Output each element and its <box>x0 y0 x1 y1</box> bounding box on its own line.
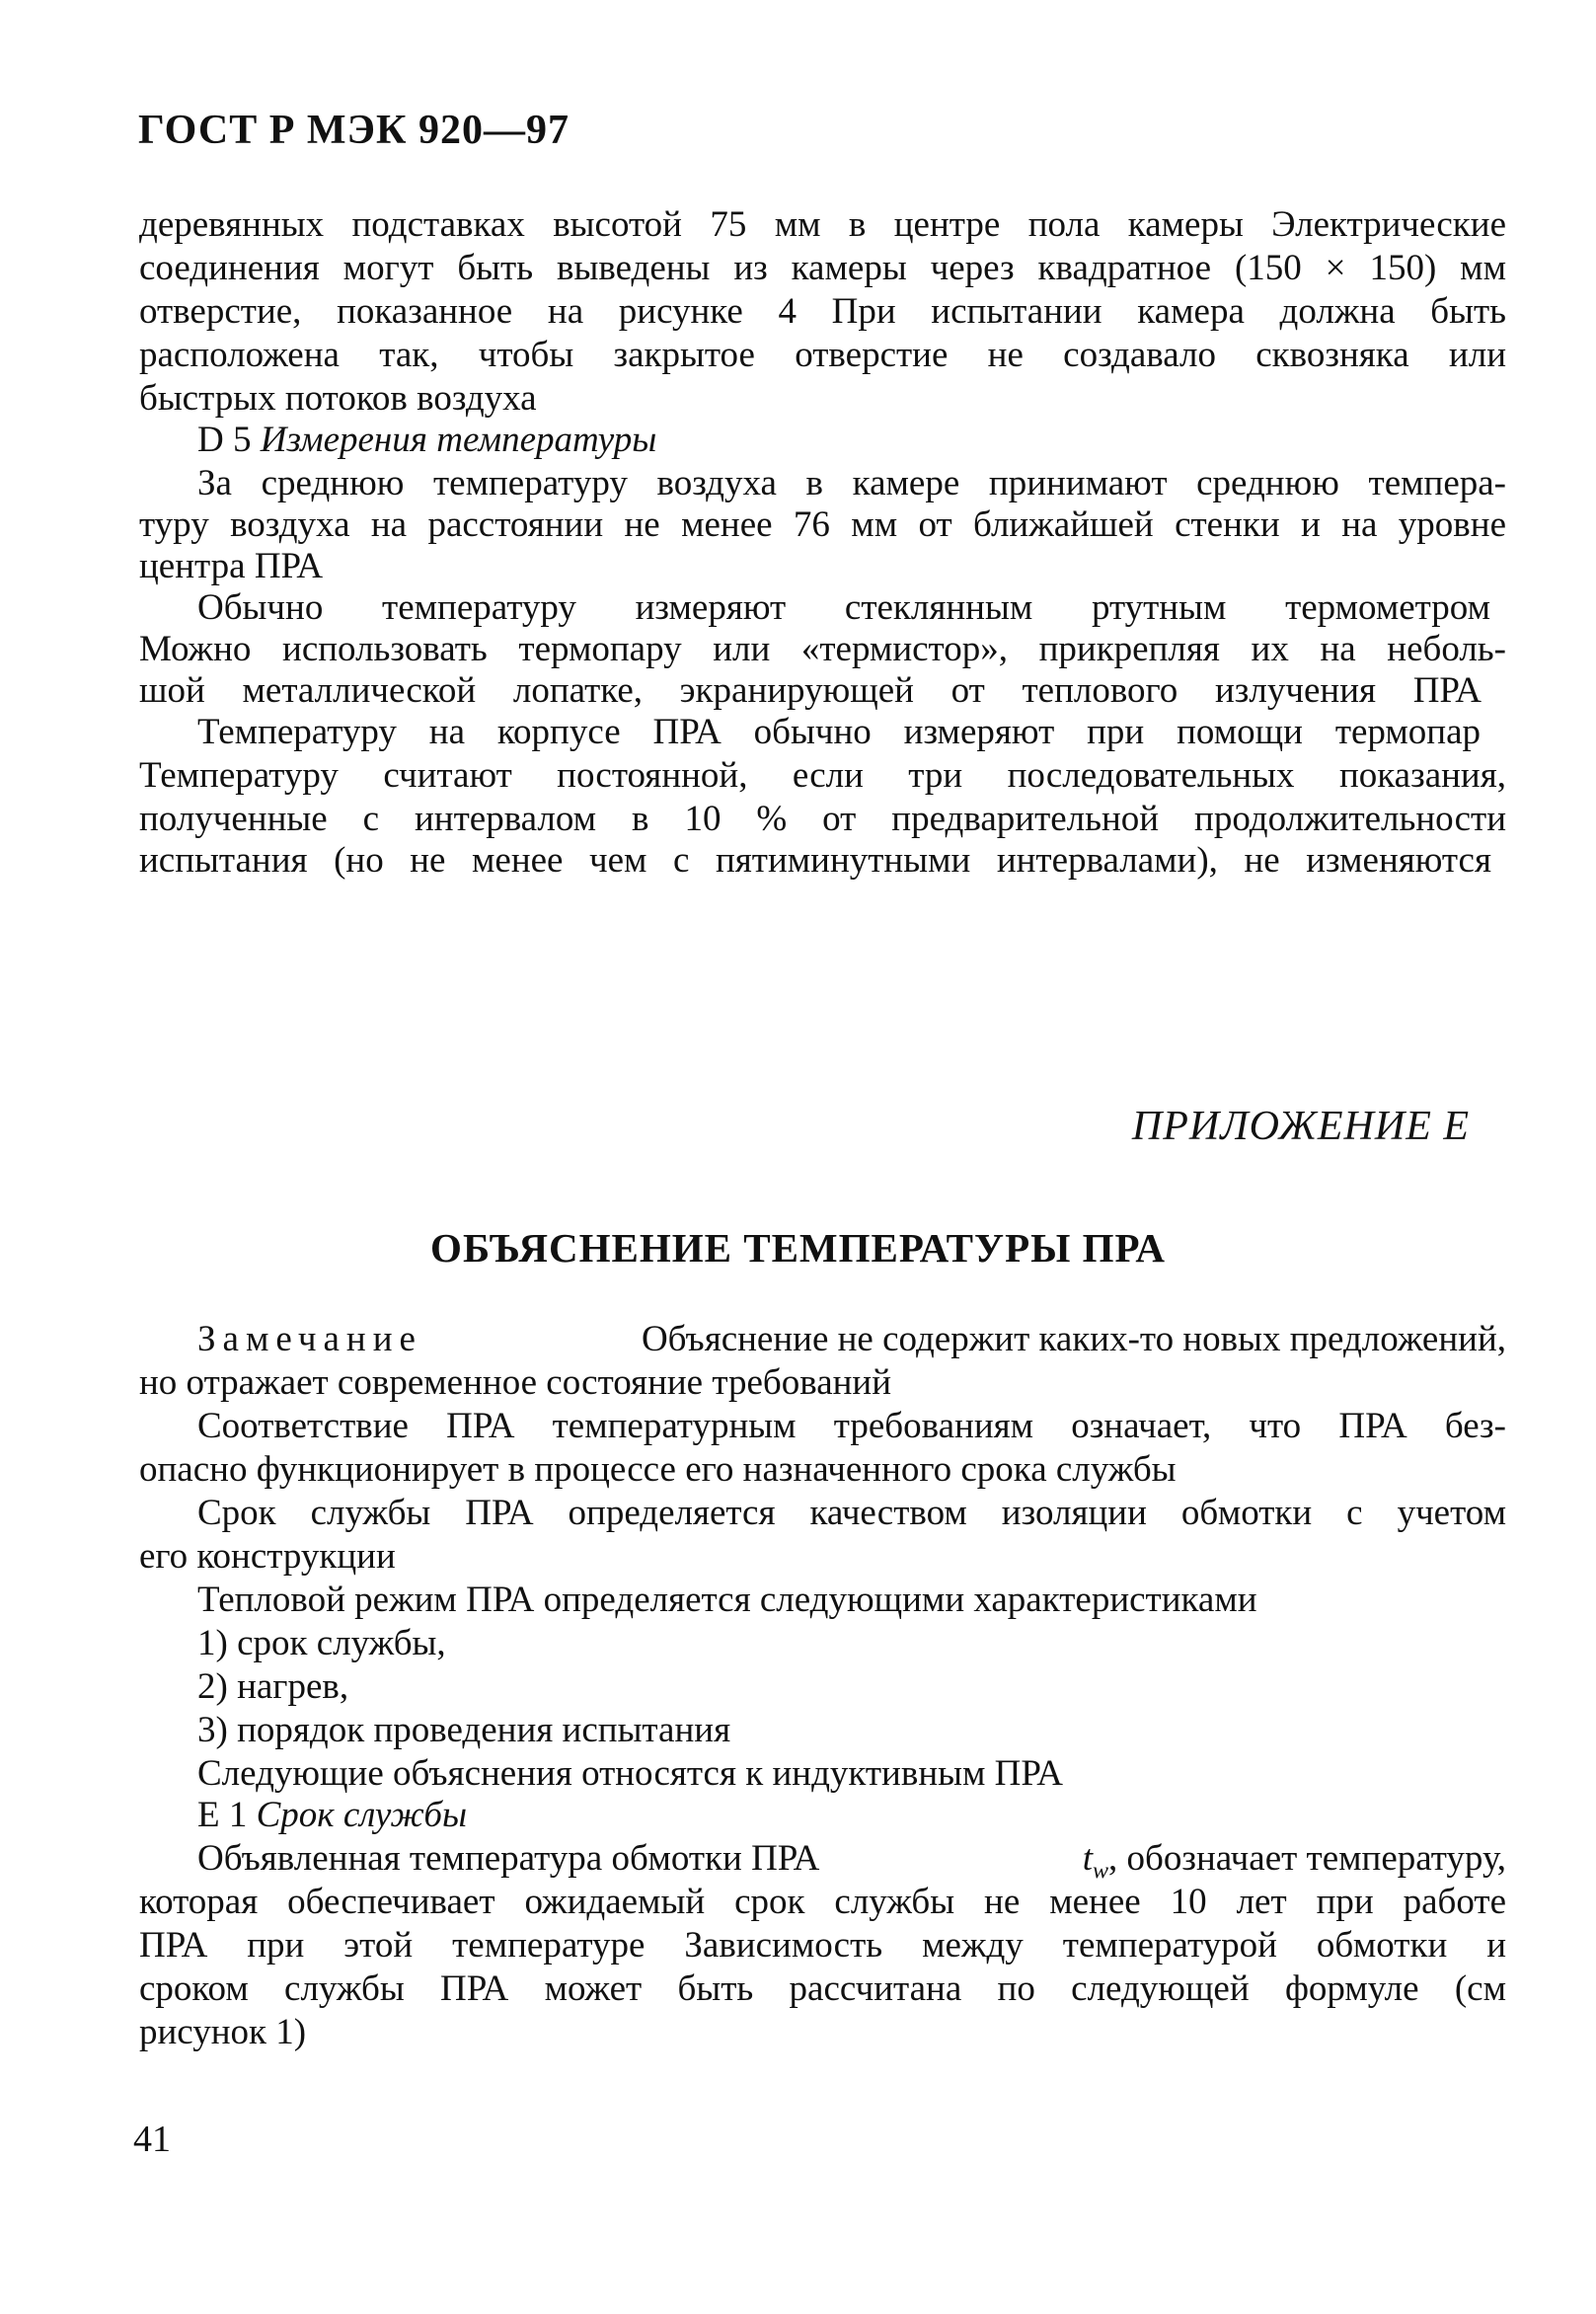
text-line: центра ПРА <box>139 546 324 586</box>
note-label: Замечание <box>197 1319 422 1359</box>
text-line: расположена так, чтобы закрытое отверстие не создавало сквозняка или <box>139 335 1506 375</box>
text-line: деревянных подставках высотой 75 мм в центре пола камеры Электрические <box>139 204 1506 245</box>
text-line: испытания (но не менее чем с пятиминутными интервалами), не изменяются <box>139 840 1491 881</box>
text-line: Срок службы ПРА определяется качеством изоляции обмотки с учетом <box>197 1493 1506 1533</box>
text-line: Тепловой режим ПРА определяется следующими характеристиками <box>197 1580 1257 1620</box>
text-line: Температуру считают постоянной, если три последовательных показания, <box>139 755 1506 796</box>
text-line: соединения могут быть выведены из камеры через квадратное (150 × 150) мм <box>139 248 1506 288</box>
document-header: ГОСТ Р МЭК 920—97 <box>138 108 570 153</box>
list-item: 1) срок службы, <box>197 1623 446 1663</box>
text-line: ПРА при этой температуре Зависимость между температурой обмотки и <box>139 1925 1506 1966</box>
text-line: но отражает современное состояние требований <box>139 1362 892 1403</box>
subsection-title: Срок службы <box>256 1795 468 1835</box>
text-line: шой металлической лопатке, экранирующей от теплового излучения ПРА <box>139 670 1482 711</box>
list-item: 3) порядок проведения испытания <box>197 1710 731 1750</box>
subsection-title: Измерения температуры <box>260 420 657 460</box>
note-line <box>197 1318 1506 1361</box>
text-line: быстрых потоков воздуха <box>139 378 537 419</box>
note-text: Объяснение не содержит каких-то новых предложений, <box>641 1319 1506 1359</box>
text-line: рисунок 1) <box>139 2012 307 2052</box>
text-line: Можно использовать термопару или «термистор», прикрепляя их на неболь- <box>139 629 1506 669</box>
text-line: которая обеспечивает ожидаемый срок службы не менее 10 лет при работе <box>139 1882 1506 1922</box>
text-line: сроком службы ПРА может быть рассчитана по следующей формуле (см <box>139 1968 1506 2009</box>
appendix-label: ПРИЛОЖЕНИЕ Е <box>1131 1104 1470 1149</box>
subsection-number: D 5 <box>197 420 252 460</box>
appendix-title: ОБЪЯСНЕНИЕ ТЕМПЕРАТУРЫ ПРА <box>430 1225 1166 1271</box>
subsection-number: Е 1 <box>197 1795 248 1835</box>
text-line: туру воздуха на расстоянии не менее 76 мм от ближайшей стенки и на уровне <box>139 504 1506 545</box>
text-line: его конструкции <box>139 1536 396 1577</box>
text-line: За среднюю температуру воздуха в камере принимают среднюю темпера- <box>197 463 1506 503</box>
text-fragment: Объявленная температура обмотки ПРА <box>197 1838 820 1879</box>
subsection-heading <box>197 419 656 462</box>
text-line: опасно функционирует в процессе его назначенного срока службы <box>139 1449 1177 1490</box>
list-item: 2) нагрев, <box>197 1666 349 1707</box>
text-line: Температуру на корпусе ПРА обычно измеряют при помощи термопар <box>197 712 1481 752</box>
text-line: Соответствие ПРА температурным требованиям означает, что ПРА без- <box>197 1406 1506 1446</box>
text-line: Следующие объяснения относятся к индуктивным ПРА <box>197 1753 1063 1794</box>
subsection-heading <box>197 1794 467 1837</box>
text-line: Обычно температуру измеряют стеклянным ртутным термометром <box>197 587 1490 628</box>
page-number: 41 <box>133 2119 171 2160</box>
formula-symbol: $t_w$, обозначает температуру, <box>1082 1838 1506 1885</box>
text-line: отверстие, показанное на рисунке 4 При испытании камера должна быть <box>139 291 1506 332</box>
text-line: полученные с интервалом в 10 % от предварительной продолжительности <box>139 799 1506 839</box>
